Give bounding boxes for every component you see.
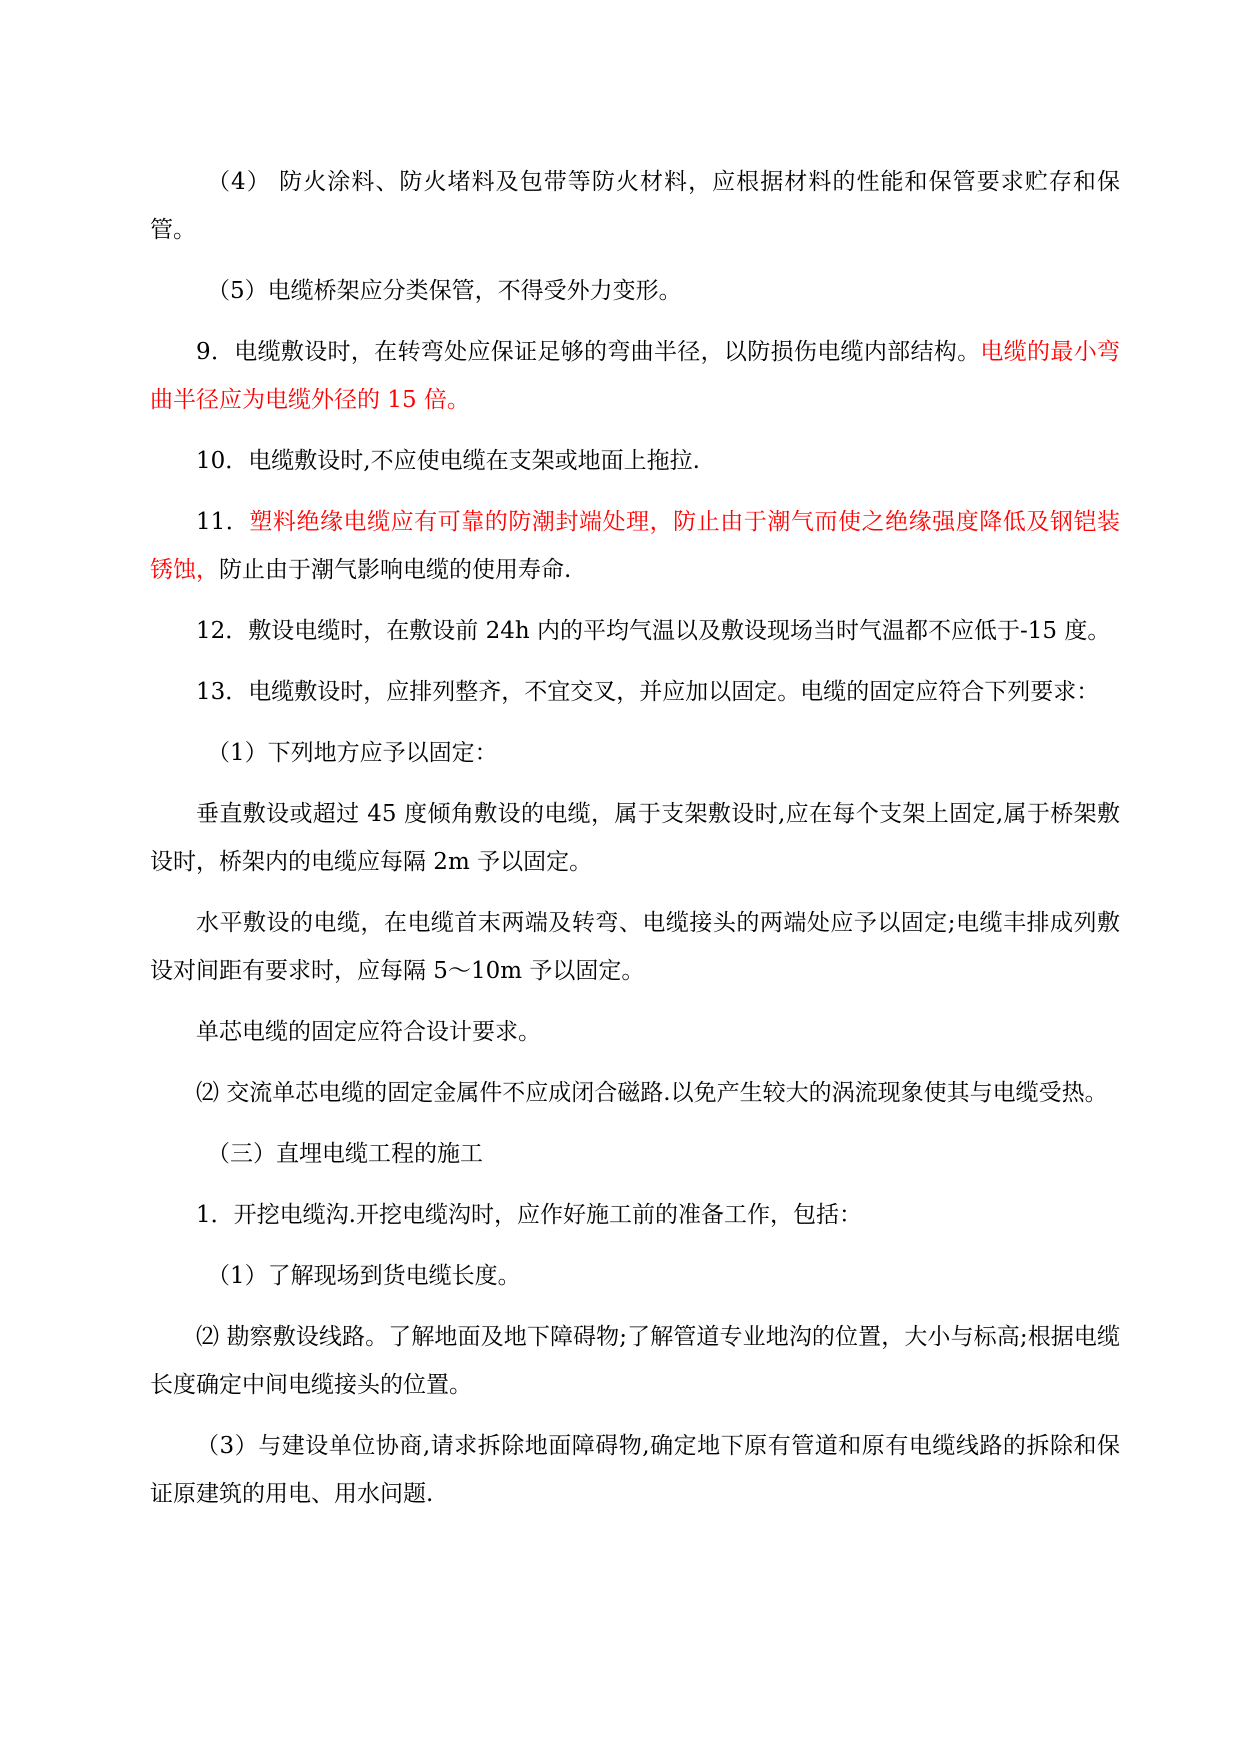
paragraph-text: 1．开挖电缆沟.开挖电缆沟时，应作好施工前的准备工作，包括： xyxy=(196,1202,862,1228)
paragraph-text: 13．电缆敷设时，应排列整齐，不宜交叉，并应加以固定。电缆的固定应符合下列要求： xyxy=(196,679,1100,705)
paragraph-item-10 xyxy=(150,437,1120,485)
paragraph-text-tail: 防止由于潮气影响电缆的使用寿命. xyxy=(219,557,572,583)
paragraph-trench-excavation xyxy=(150,1191,1120,1239)
paragraph-text: 11． xyxy=(196,509,250,535)
paragraph-trench-sub-1 xyxy=(150,1252,1120,1300)
paragraph-cable-tray-storage xyxy=(150,267,1120,315)
paragraph-sub-1 xyxy=(150,729,1120,777)
paragraph-trench-sub-3 xyxy=(150,1422,1120,1518)
document-body xyxy=(150,158,1120,1531)
paragraph-trench-sub-2 xyxy=(150,1313,1120,1409)
paragraph-text: （1）下列地方应予以固定： xyxy=(207,740,498,766)
paragraph-item-9 xyxy=(150,328,1120,424)
paragraph-text: 10．电缆敷设时,不应使电缆在支架或地面上拖拉. xyxy=(196,448,700,474)
paragraph-text: （5）电缆桥架应分类保管，不得受外力变形。 xyxy=(207,278,682,304)
paragraph-horizontal-laying xyxy=(150,899,1120,995)
paragraph-vertical-laying xyxy=(150,790,1120,886)
paragraph-text: ⑵ 交流单芯电缆的固定金属件不应成闭合磁路.以免产生较大的涡流现象使其与电缆受热。 xyxy=(196,1080,1108,1106)
paragraph-text: 12．敷设电缆时，在敷设前 24h 内的平均气温以及敷设现场当时气温都不应低于-15 度。 xyxy=(196,618,1111,644)
paragraph-text: 水平敷设的电缆，在电缆首末两端及转弯、电缆接头的两端处应予以固定;电缆丰排成列敷设对间距有要求时，应每隔 5～10m 予以固定。 xyxy=(150,910,1120,984)
paragraph-text: ⑵ 勘察敷设线路。了解地面及地下障碍物;了解管道专业地沟的位置，大小与标高;根据电缆长度确定中间电缆接头的位置。 xyxy=(150,1324,1120,1398)
highlighted-text: 塑料绝缘电缆应有可靠的防潮封端处理，防止由于潮气而使之绝缘强度降低及钢铠装锈蚀， xyxy=(150,509,1120,583)
paragraph-text: （3）与建设单位协商,请求拆除地面障碍物,确定地下原有管道和原有电缆线路的拆除和保证原建筑的用电、用水问题. xyxy=(150,1433,1120,1507)
paragraph-sub-2 xyxy=(150,1069,1120,1117)
paragraph-item-13 xyxy=(150,668,1120,716)
heading-text: （三）直埋电缆工程的施工 xyxy=(207,1141,483,1167)
paragraph-text: （1）了解现场到货电缆长度。 xyxy=(207,1263,521,1289)
paragraph-text: 9．电缆敷设时，在转弯处应保证足够的弯曲半径，以防损伤电缆内部结构。 xyxy=(196,339,981,365)
paragraph-item-11 xyxy=(150,498,1120,594)
paragraph-item-12 xyxy=(150,607,1120,655)
paragraph-fireproof-materials xyxy=(150,158,1120,254)
section-heading-direct-burial xyxy=(150,1130,1120,1178)
paragraph-single-core xyxy=(150,1008,1120,1056)
paragraph-text: 单芯电缆的固定应符合设计要求。 xyxy=(196,1019,541,1045)
highlighted-text: 电缆的最小弯曲半径应为电缆外径的 15 倍。 xyxy=(150,339,1121,413)
paragraph-text: 垂直敷设或超过 45 度倾角敷设的电缆，属于支架敷设时,应在每个支架上固定,属于桥架敷设时，桥架内的电缆应每隔 2m 予以固定。 xyxy=(150,801,1120,875)
paragraph-text: （4） 防火涂料、防火堵料及包带等防火材料，应根据材料的性能和保管要求贮存和保管。 xyxy=(150,169,1120,243)
